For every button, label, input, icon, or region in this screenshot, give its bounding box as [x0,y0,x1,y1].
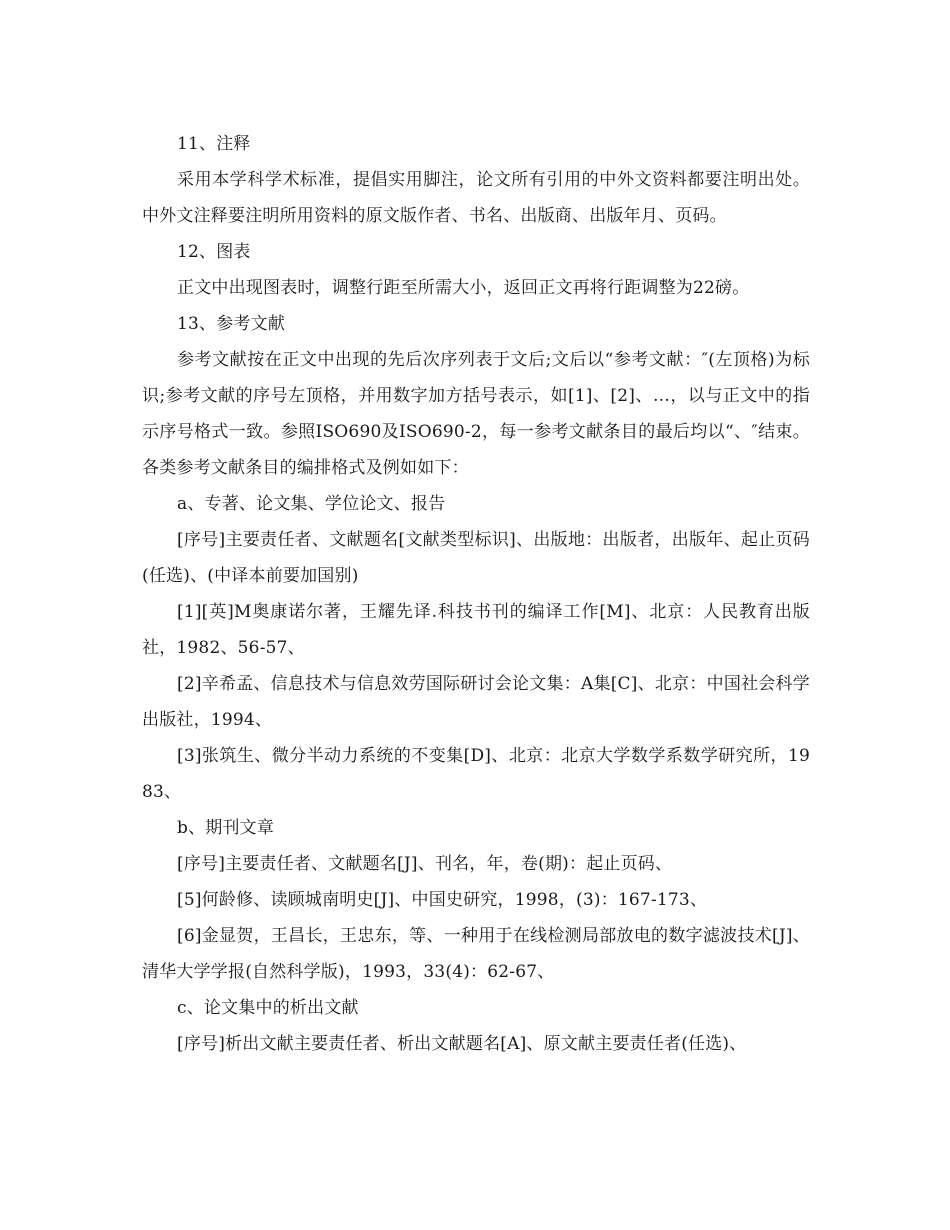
format-journal-articles: [序号]主要责任者、文献题名[J]、刊名，年，卷(期)：起止页码、 [177,854,673,874]
paragraph-figures-body: 正文中出现图表时，调整行距至所需大小，返回正文再将行距调整为22磅。 [177,278,750,298]
reference-item: [5]何龄修、读顾城南明史[J]、中国史研究，1998，(3)：167-173、 [177,890,708,910]
format-proceedings-extracts: [序号]析出文献主要责任者、析出文献题名[A]、原文献主要责任者(任选)、 [177,1034,747,1054]
reference-item: [3]张筑生、微分半动力系统的不变集[D]、北京：北京大学数学系数学研究所，1983、 [142,746,810,802]
document-page [142,126,810,1062]
format-monographs: [序号]主要责任者、文献题名[文献类型标识]、出版地：出版者，出版年、起止页码(任选)、(中译本前要加国别) [142,530,810,586]
paragraph-references-body: 参考文献按在正文中出现的先后次序列表于文后;文后以“参考文献：″(左顶格)为标识;参考文献的序号左顶格，并用数字加方括号表示，如[1]、[2]、…，以与正文中的指示序号格式一致。参照ISO690及ISO690-2，每一参考文献条目的最后均以“、″结束。各类参考文献条目的编排格式及例如如下： [142,350,810,478]
section-heading-figures: 12、图表 [177,242,251,262]
subheading-journal-articles: b、期刊文章 [177,818,275,838]
subheading-proceedings-extracts: c、论文集中的析出文献 [177,998,359,1018]
reference-item: [2]辛希孟、信息技术与信息效劳国际研讨会论文集：A集[C]、北京：中国社会科学出版社，1994、 [142,674,810,730]
section-heading-notes: 11、注释 [177,134,251,154]
subheading-monographs: a、专著、论文集、学位论文、报告 [177,494,446,514]
section-heading-references: 13、参考文献 [177,314,286,334]
paragraph-notes-body: 采用本学科学术标准，提倡实用脚注，论文所有引用的中外文资料都要注明出处。中外文注释要注明所用资料的原文版作者、书名、出版商、出版年月、页码。 [142,170,810,226]
reference-item: [1][英]M奥康诺尔著，王耀先译.科技书刊的编译工作[M]、北京：人民教育出版社，1982、56-57、 [142,602,810,658]
reference-item: [6]金显贺，王昌长，王忠东，等、一种用于在线检测局部放电的数字滤波技术[J]、清华大学学报(自然科学版)，1993，33(4)：62-67、 [142,926,810,982]
